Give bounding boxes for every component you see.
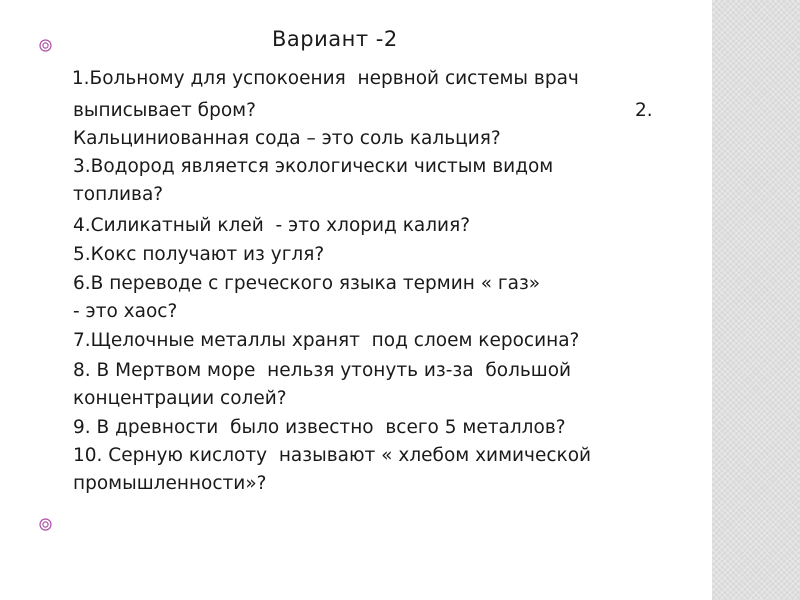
question-line: выписывает бром? (73, 100, 256, 121)
question-line: 7.Щелочные металлы хранят под слоем керосина? (73, 330, 580, 351)
question-line: топлива? (73, 184, 164, 205)
bullet-icon (39, 39, 52, 52)
question-line: Кальциниованная сода – это соль кальция? (73, 128, 501, 149)
question-line: 9. В древности было известно всего 5 металлов? (73, 417, 566, 438)
question-line: 1.Больному для успокоения нервной системы врач (66, 68, 579, 89)
slide-title: Вариант -2 (272, 27, 398, 51)
question-line: 6.В переводе с греческого языка термин « газ» (73, 273, 541, 294)
question-number: 2. (635, 100, 653, 121)
question-line: 3.Водород является экологически чистым видом (73, 156, 554, 177)
decorative-side-panel (712, 0, 800, 600)
question-line: концентрации солей? (73, 388, 287, 409)
question-line: 4.Силикатный клей - это хлорид калия? (73, 215, 471, 236)
question-line: 8. В Мертвом море нельзя утонуть из-за большой (73, 360, 572, 381)
question-line: 10. Серную кислоту называют « хлебом химической (73, 445, 592, 466)
bullet-icon (39, 518, 52, 531)
question-line: 5.Кокс получают из угля? (73, 244, 325, 265)
question-line: промышленности»? (73, 473, 267, 494)
question-line: - это хаос? (73, 301, 178, 322)
